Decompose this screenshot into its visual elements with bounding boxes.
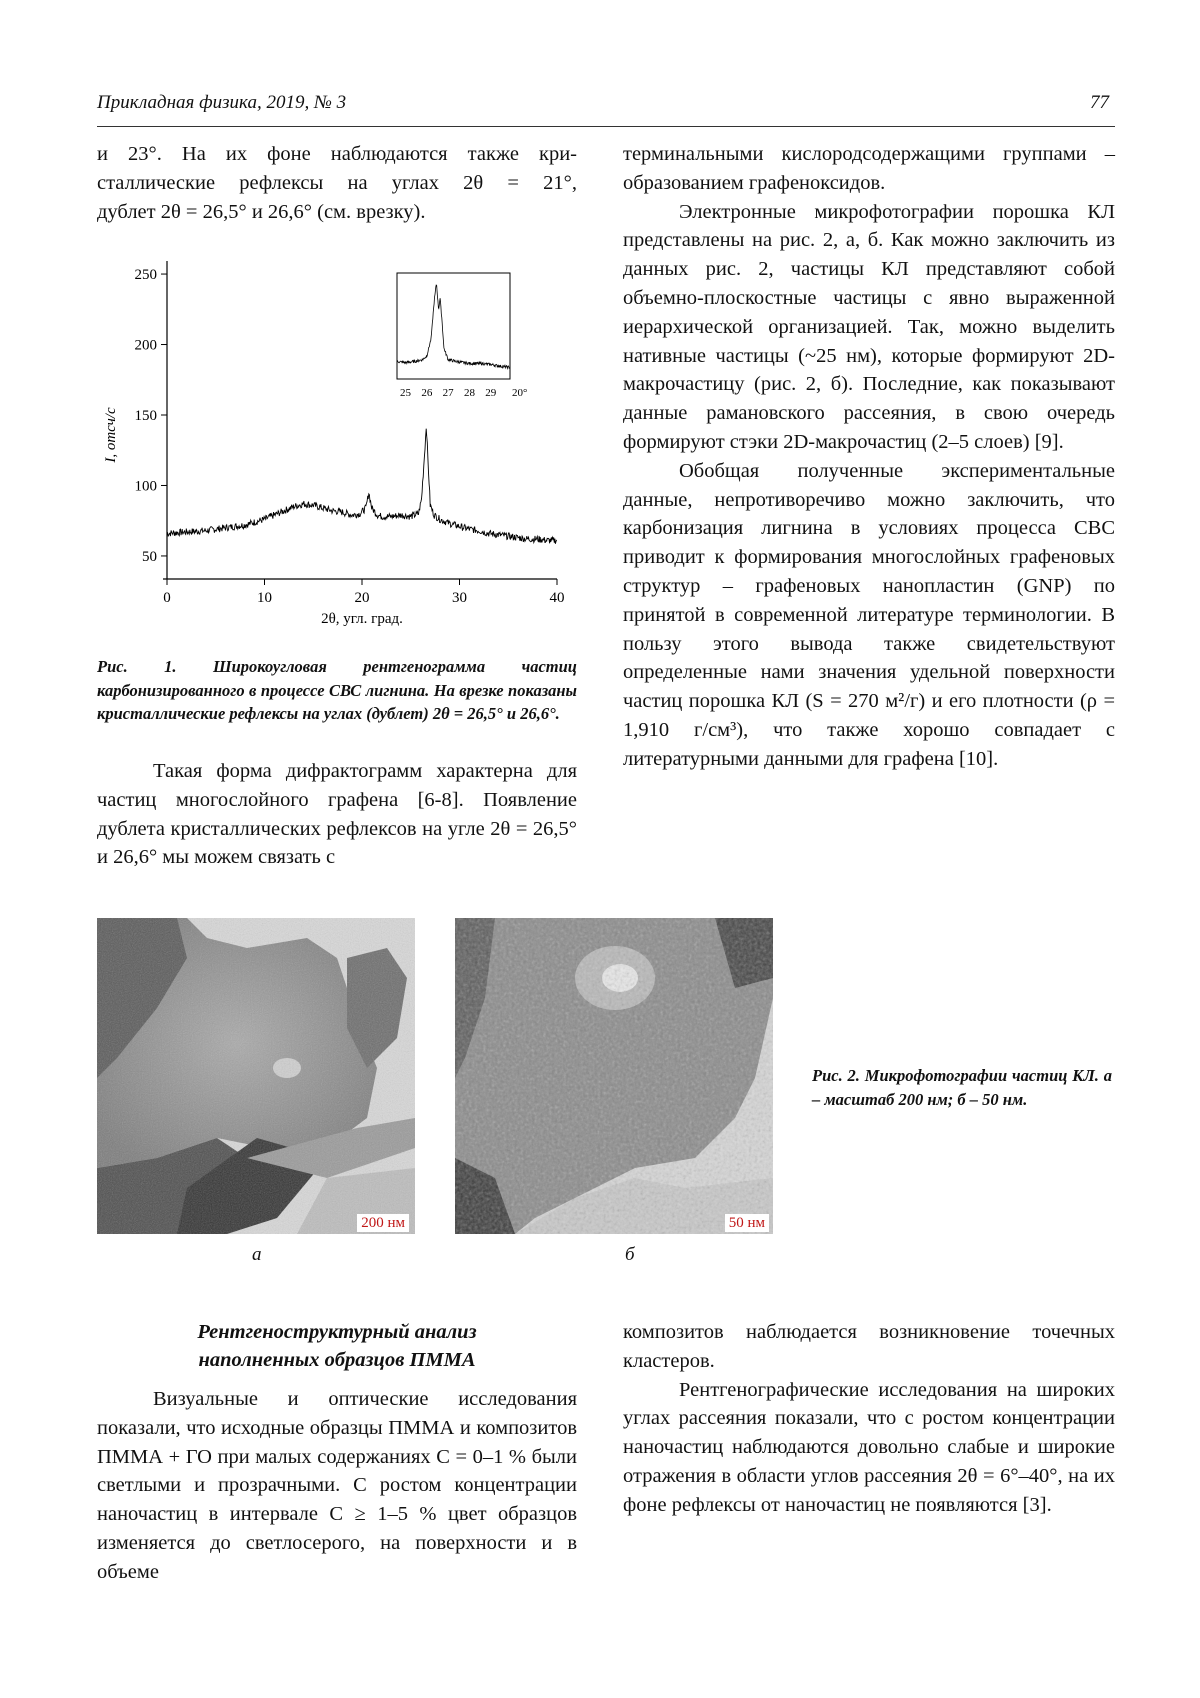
x-tick-label: 40 <box>549 590 565 606</box>
inset-x-tick-suffix: 20° <box>512 387 528 399</box>
header-rule <box>97 126 1115 127</box>
panel-b-label: б <box>625 1244 635 1265</box>
section-heading <box>97 1318 577 1374</box>
panel-a-label: а <box>252 1244 262 1265</box>
journal-title: Прикладная физика, 2019, № 3 <box>97 92 347 113</box>
chart-series <box>167 429 557 544</box>
inset-x-tick-label: 25 <box>400 387 412 399</box>
inset-x-tick-label: 27 <box>442 387 454 399</box>
inset-x-tick-label: 26 <box>421 387 433 399</box>
x-tick-label: 30 <box>452 590 467 606</box>
left-para-text: Такая форма дифрактограмм характерна для частиц многослойного графена [6-8]. Появление дублета кристаллических рефлексов на угле 2θ = 26,5° и 26,6° мы можем связать с <box>97 760 577 869</box>
inset-x-tick-label: 29 <box>485 387 497 399</box>
y-tick-label: 100 <box>134 478 157 495</box>
inset-x-tick-label: 28 <box>463 387 475 399</box>
micrograph-b-image <box>455 918 773 1234</box>
section-right <box>623 1318 1115 1520</box>
chart-axes <box>163 261 557 579</box>
inset-series-line <box>397 285 510 368</box>
right-para-2: Электронные микрофотографии порошка КЛ представлены на рис. 2, а, б. Как можно заключить из данных рис. 2, частицы КЛ представляют собой объемно-плоскостные частицы с явно выраженной иерархической организацией. Так, можно выделить нативные частицы (~25 нм), которые формируют 2D-макрочастицу (рис. 2, б). Последние, как показывают данные рамановского рассеяния, в свою очередь формируют стэки 2D-макрочастиц (2–5 слоев) [9]. <box>623 200 1115 453</box>
intro-line-3: дублет 2θ = 26,5° и 26,6° (см. врезку). <box>97 200 426 223</box>
chart-inset <box>397 273 527 399</box>
x-tick-label: 20 <box>354 590 370 606</box>
y-tick-label: 200 <box>134 337 157 354</box>
scale-bar-a: 200 нм <box>357 1214 409 1232</box>
section-right-para-2: Рентгенографические исследования на широких углах рассеяния показали, что с ростом концентрации наночастиц наблюдаются довольно слабые и широкие отражения в области углов рассеяния 2θ = 6°–40°, на их фоне рефлексы от наночастиц не появляются [3]. <box>623 1378 1115 1516</box>
x-tick-label: 0 <box>163 590 171 606</box>
micrograph-b <box>455 918 773 1234</box>
section-left-para: Визуальные и оптические исследования показали, что исходные образцы ПММА и композитов ПММА + ГО при малых содержаниях С = 0–1 % были светлыми и прозрачными. С ростом концентрации наночастиц в интервале С ≥ 1–5 % цвет образцов изменяется до светлосерого, на поверхности и в объеме <box>97 1388 577 1583</box>
intro-line-1: и 23°. На их фоне наблюдаются также кри- <box>97 143 577 165</box>
fig1-caption: Рис. 1. Широкоугловая рентгенограмма частиц карбонизированного в процессе СВС лигнина. На врезке показаны кристаллические рефлексы на углах (дублет) 2θ = 26,5° и 26,6°. <box>97 657 577 723</box>
y-tick-label: 150 <box>134 408 157 424</box>
section-heading-line-1: Рентгеноструктурный анализ <box>197 1321 477 1343</box>
micrograph-a-image <box>97 918 415 1234</box>
y-axis-label: I, отсч/с <box>103 407 119 463</box>
scale-bar-b: 50 нм <box>725 1214 769 1232</box>
section-right-para-1: композитов наблюдается возникновение точечных кластеров. <box>623 1321 1115 1372</box>
section-heading-line-2: наполненных образцов ПММА <box>198 1349 476 1371</box>
right-column <box>623 140 1115 774</box>
x-tick-label: 10 <box>257 590 272 606</box>
main-series-line <box>167 429 557 544</box>
section-left <box>97 1385 577 1587</box>
micrograph-a <box>97 918 415 1234</box>
y-tick-label: 50 <box>142 548 157 565</box>
fig2-caption: Рис. 2. Микрофотографии частиц КЛ. а – масштаб 200 нм; б – 50 нм. <box>812 1066 1112 1109</box>
left-paragraph <box>97 757 577 872</box>
right-para-1: терминальными кислородсодержащими группами – образованием графеноксидов. <box>623 143 1115 194</box>
chart-ticks <box>135 267 565 606</box>
intro-line-2: сталлические рефлексы на углах 2θ = 21°, <box>97 171 577 194</box>
y-tick-label: 250 <box>134 267 157 284</box>
x-axis-label: 2θ, угл. град. <box>321 611 403 627</box>
page-number: 77 <box>1090 92 1109 113</box>
xrd-chart <box>97 255 587 635</box>
left-intro <box>97 140 577 226</box>
right-para-3: Обобщая полученные экспериментальные данные, непротиворечиво можно заключить, что карбонизация лигнина в условиях процесса СВС приводит к формирования многослойных графеновых структур – графеновых нанопластин (GNP) по принятой в современной литературе терминологии. В пользу этого вывода также свидетельствуют определенные нами значения удельной поверхности частиц порошка КЛ (S = 270 м²/г) и его плотности (ρ = 1,910 г/см³), что также хорошо совпадает с литературными данными для графена [10]. <box>623 459 1115 770</box>
